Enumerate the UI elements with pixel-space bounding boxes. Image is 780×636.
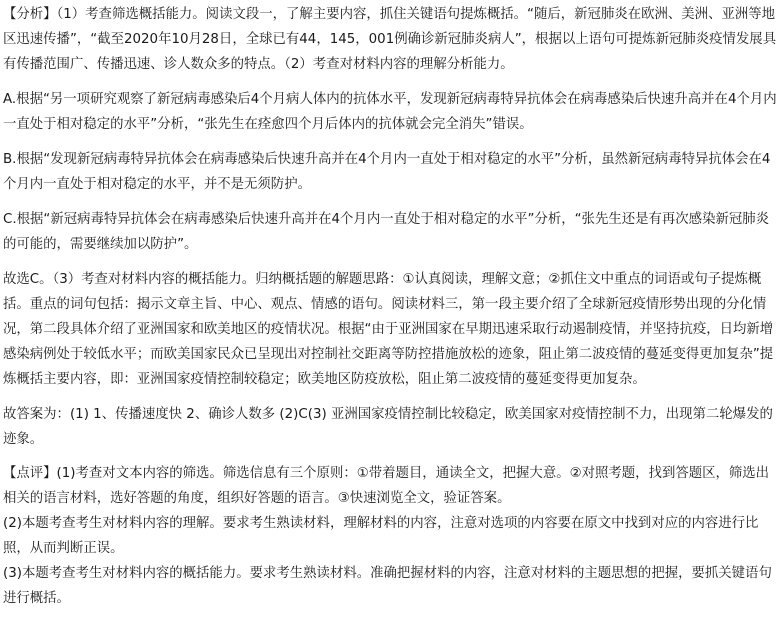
option-a-paragraph: A.根据“另一项研究观察了新冠病毒感染后4个月病人体内的抗体水平，发现新冠病毒特异抗体会在病毒感染后快速升高并在4个月内一直处于相对稳定的水平”分析，“张先生在痊愈四个月后体内的抗体就会完全消失”错误。 <box>3 92 777 132</box>
comment-line-1: 【点评】(1)考查对文本内容的筛选。筛选信息有三个原则：①带着题目，通读全文，把握大意。②对照考题，找到答题区，筛选出相关的语言材料，选好答题的角度，组织好答题的语言。③快速浏览全文，验证答案。 <box>3 466 770 506</box>
comment-line-2: (2)本题考查考生对材料内容的理解。要求考生熟读材料，理解材料的内容，注意对选项的内容要在原文中找到对应的内容进行比照，从而判断正误。 <box>3 516 759 556</box>
answer-paragraph: 故答案为：(1) 1、传播速度快 2、确诊人数多 (2)C(3) 亚洲国家疫情控制比较稳定，欧美国家对疫情控制不力，出现第二轮爆发的迹象。 <box>3 407 773 447</box>
comment-line-3: (3)本题考查考生对材料内容的概括能力。要求考生熟读材料。准确把握材料的内容，注意对材料的主题思想的把握，要抓关键语句进行概括。 <box>3 566 772 606</box>
part3-paragraph: 故选C。（3）考查对材料内容的概括能力。归纳概括题的解题思路：①认真阅读，理解文意；②抓住文中重点的词语或句子提炼概括。重点的词句包括：揭示文章主旨、中心、观点、情感的语句。阅读材料三，第一段主要介绍了全球新冠疫情形势出现的分化情况，第二段具体介绍了亚洲国家和欧美地区的疫情状况。根据“由于亚洲国家在早期迅速采取行动遏制疫情，并坚持抗疫，日均新增感染病例处于较低水平；而欧美国家民众已呈现出对控制社交距离等防控措施放松的迹象，阻止第二波疫情的蔓延变得更加复杂”提炼概括主要内容，即：亚洲国家疫情控制较稳定；欧美地区防疫放松，阻止第二波疫情的蔓延变得更加复杂。 <box>3 272 774 387</box>
analysis-intro-paragraph: 【分析】（1）考查筛选概括能力。阅读文段一，了解主要内容，抓住关键语句提炼概括。“随后，新冠肺炎在欧洲、美洲、亚洲等地区迅速传播”，“截至2020年10月28日，全球已有44，145，001例确诊新冠肺炎病人”，根据以上语句可提炼新冠肺炎疫情发展具有传播范围广、传播迅速、诊人数众多的特点。（2）考查对材料内容的理解分析能力。 <box>3 7 777 72</box>
option-b-paragraph: B.根据“发现新冠病毒特异抗体会在病毒感染后快速升高并在4个月内一直处于相对稳定的水平”分析，虽然新冠病毒特异抗体会在4个月内一直处于相对稳定的水平，并不是无须防护。 <box>3 152 771 192</box>
option-c-paragraph: C.根据“新冠病毒特异抗体会在病毒感染后快速升高并在4个月内一直处于相对稳定的水平”分析，“张先生还是有再次感染新冠肺炎的可能的，需要继续加以防护”。 <box>3 212 770 252</box>
